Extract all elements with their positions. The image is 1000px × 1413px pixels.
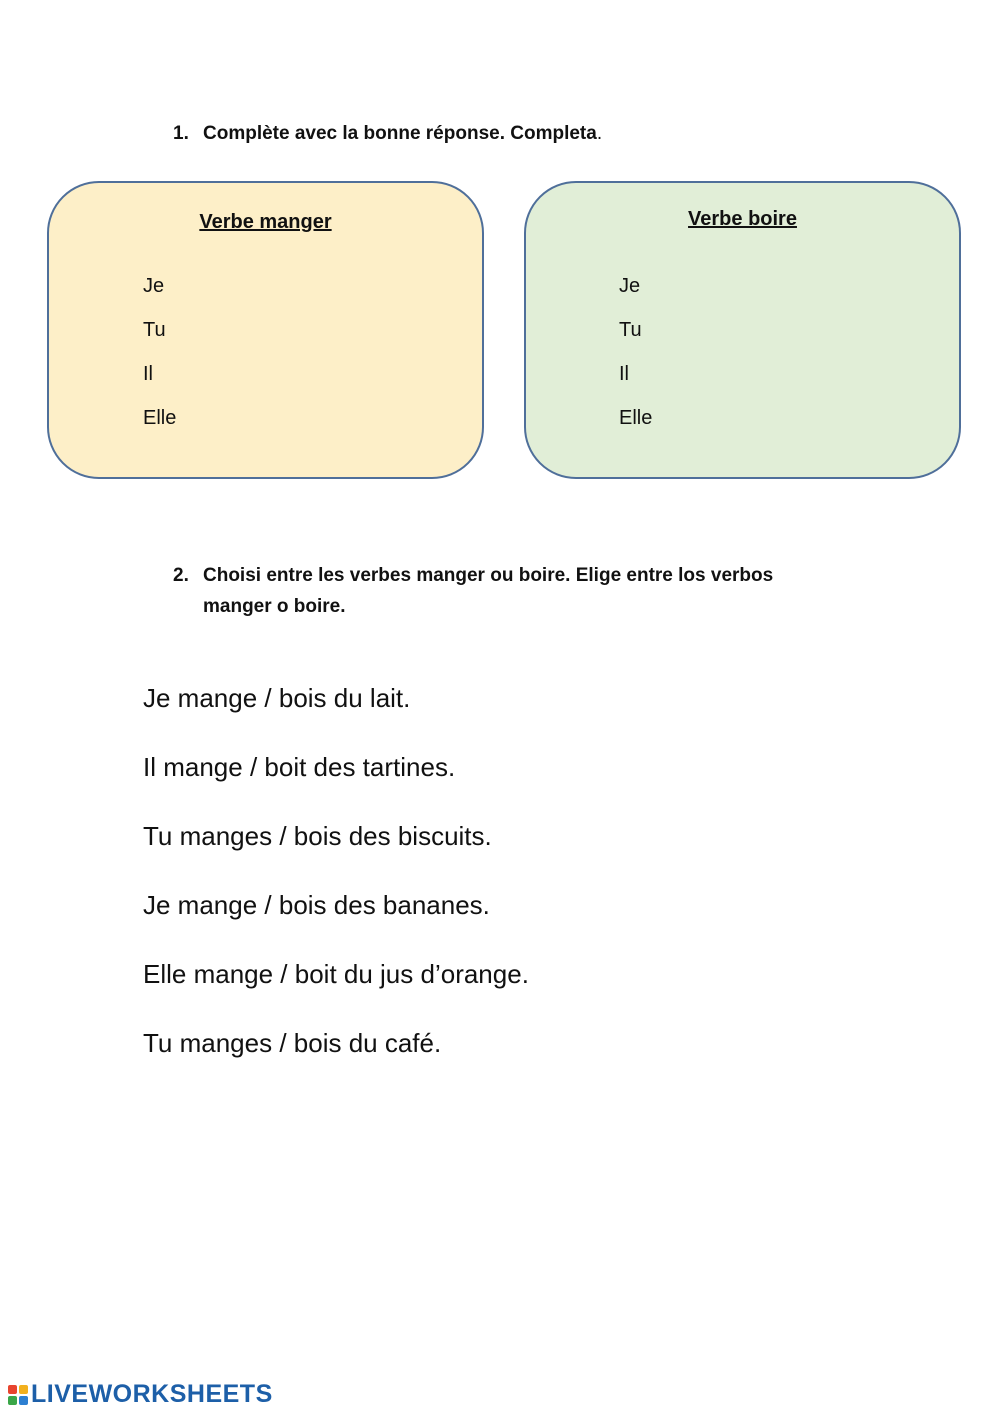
pronoun-il: Il — [619, 363, 629, 385]
pronoun-elle: Elle — [143, 407, 177, 429]
exercise-1-instruction-tail: . — [596, 123, 603, 144]
verb-boire-box — [524, 181, 961, 479]
logo-text: LIVEWORKSHEETS — [31, 1380, 273, 1408]
pronoun-tu: Tu — [619, 319, 642, 341]
pronoun-je: Je — [143, 275, 165, 297]
sentence-item: Je mange / bois des bananes. — [143, 890, 490, 920]
exercise-2-number: 2. — [173, 565, 189, 586]
logo-grid-icon — [8, 1385, 28, 1405]
liveworksheets-logo — [8, 1380, 273, 1409]
sentence-item: Elle mange / boit du jus d’orange. — [143, 959, 529, 989]
exercise-1-instruction-text: Complète avec la bonne réponse. Completa — [203, 123, 597, 144]
pronoun-elle: Elle — [619, 407, 653, 429]
verb-boire-title: Verbe boire — [688, 208, 797, 230]
exercise-1-instruction — [173, 118, 843, 149]
verb-manger-title: Verbe manger — [199, 211, 332, 233]
verb-manger-box — [47, 181, 484, 479]
exercise-1-text — [203, 118, 843, 149]
pronoun-je: Je — [619, 275, 641, 297]
sentence-item: Tu manges / bois du café. — [143, 1028, 442, 1058]
sentence-item: Je mange / bois du lait. — [143, 683, 411, 713]
sentence-item: Il mange / boit des tartines. — [143, 752, 456, 782]
verb-boire-pronoun-list — [619, 271, 652, 447]
exercise-1-number: 1. — [173, 123, 189, 144]
sentence-list — [143, 679, 529, 1093]
exercise-2-instruction — [173, 560, 843, 622]
exercise-2-text: Choisi entre les verbes manger ou boire. Elige entre los verbos manger o boire. — [203, 565, 774, 617]
pronoun-tu: Tu — [143, 319, 166, 341]
pronoun-il: Il — [143, 363, 153, 385]
sentence-item: Tu manges / bois des biscuits. — [143, 821, 492, 851]
verb-manger-pronoun-list — [143, 271, 176, 447]
